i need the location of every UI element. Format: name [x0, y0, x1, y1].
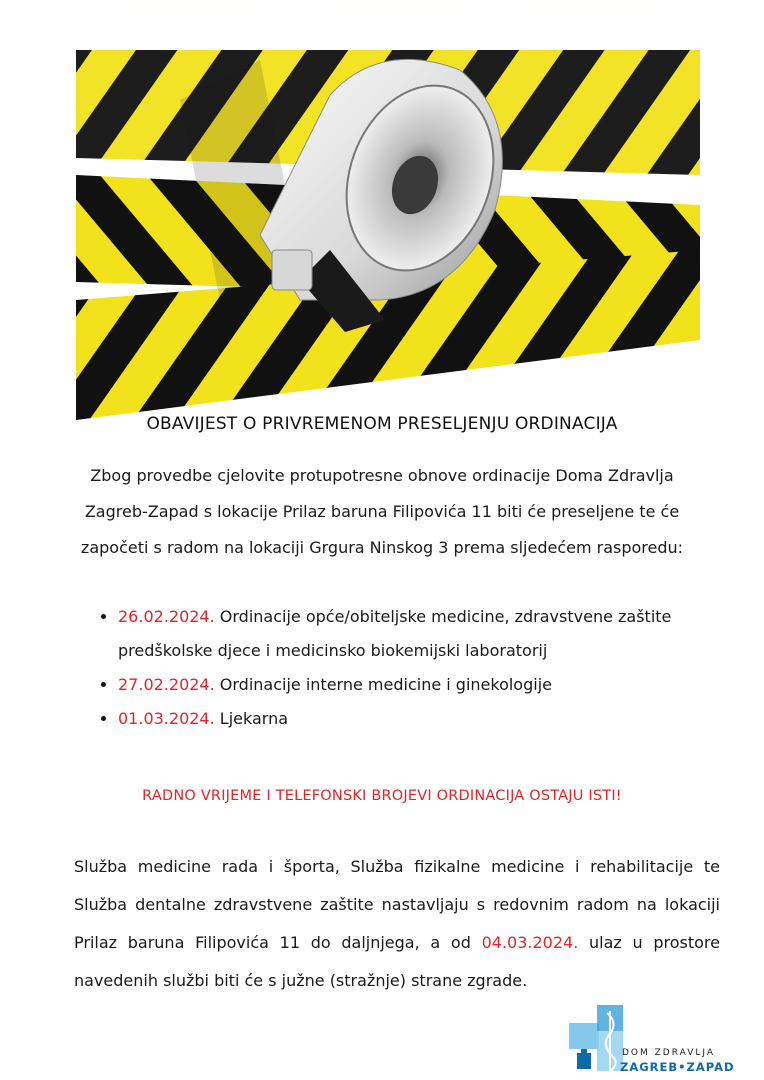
schedule-text: Ljekarna	[214, 709, 289, 728]
schedule-text: Ordinacije opće/obiteljske medicine, zdravstvene zaštite predškolske djece i medicinsko biokemijski laboratorij	[118, 607, 672, 660]
logo-line-1: DOM ZDRAVLJA	[622, 1048, 716, 1058]
logo-line-2: ZAGREB•ZAPAD	[620, 1060, 735, 1074]
closing-date: 04.03.2024.	[481, 933, 579, 952]
schedule-date: 27.02.2024.	[118, 675, 215, 694]
closing-text: Služba medicine rada i športa, Služba fizikalne medicine i rehabilitacije te Služba dentalne zdravstvene zaštite nastavljaju s redovnim radom na lokaciji Prilaz baruna Filipovića 11 do daljnjega, a od	[74, 857, 720, 952]
page-title: OBAVIJEST O PRIVREMENOM PRESELJENJU ORDINACIJA	[146, 414, 618, 434]
list-item	[118, 668, 738, 702]
closing-text: ulaz u prostore navedenih službi biti će s južne (stražnje) strane zgrade.	[74, 933, 721, 990]
list-item	[118, 702, 738, 736]
closing-paragraph	[74, 848, 720, 1000]
notice-text: RADNO VRIJEME I TELEFONSKI BROJEVI ORDINACIJA OSTAJU ISTI!	[142, 788, 622, 804]
schedule-list	[90, 600, 738, 736]
schedule-text: Ordinacije interne medicine i ginekologije	[214, 675, 552, 694]
hero-illustration	[0, 0, 764, 430]
schedule-date: 26.02.2024.	[118, 607, 215, 626]
schedule-date: 01.03.2024.	[118, 709, 215, 728]
list-item	[118, 600, 738, 668]
intro-paragraph: Zbog provedbe cjelovite protupotresne obnove ordinacije Doma Zdravlja Zagreb-Zapad s lokacije Prilaz baruna Filipovića 11 biti će preseljene te će započeti s radom na lokaciji Grgura Ninskog 3 prema sljedećem rasporedu:	[80, 466, 684, 557]
